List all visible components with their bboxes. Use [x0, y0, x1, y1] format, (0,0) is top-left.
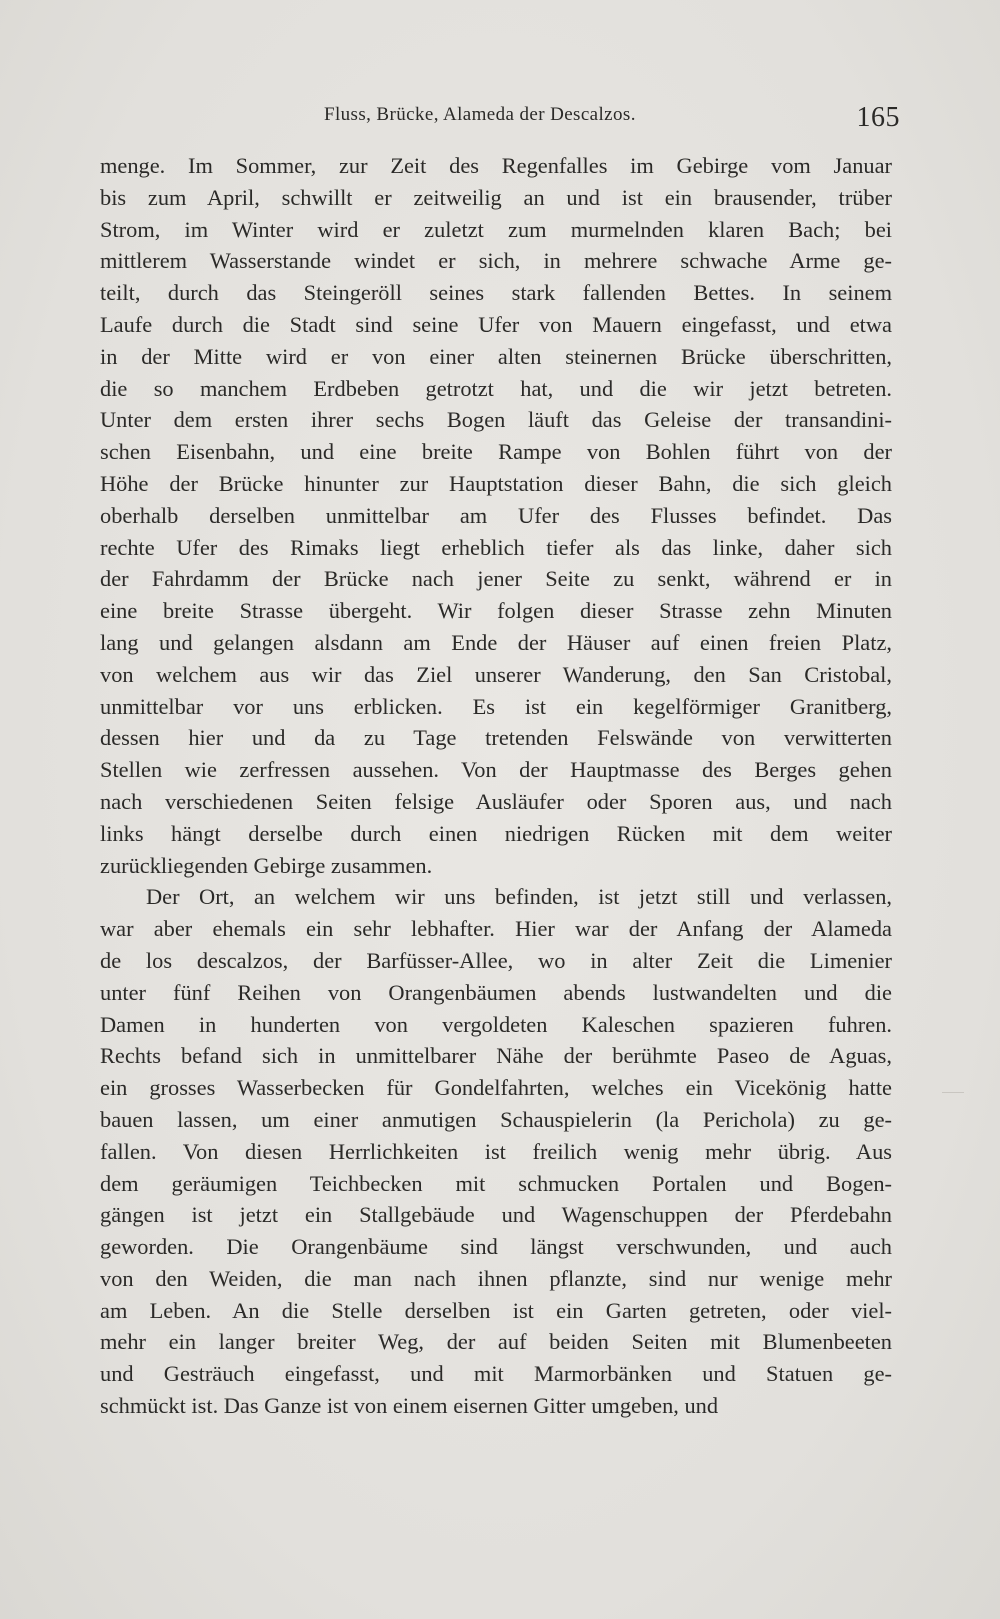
body-text	[100, 150, 892, 1422]
page-number: 165	[856, 102, 900, 133]
text-line: Rechts befand sich in unmittelbarer Nähe der berühmte Paseo de Aguas,	[100, 1043, 892, 1069]
text-line: in der Mitte wird er von einer alten steinernen Brücke überschritten,	[100, 343, 892, 369]
text-line: schen Eisenbahn, und eine breite Rampe von Bohlen führt von der	[100, 439, 892, 465]
text-line: Höhe der Brücke hinunter zur Hauptstation dieser Bahn, die sich gleich	[100, 470, 892, 496]
running-head	[100, 102, 900, 142]
text-line: fallen. Von diesen Herrlichkeiten ist freilich wenig mehr übrig. Aus	[100, 1138, 892, 1164]
paragraph	[100, 150, 892, 881]
text-line: unmittelbar vor uns erblicken. Es ist ein kegelförmiger Granitberg,	[100, 693, 892, 719]
text-line: bauen lassen, um einer anmutigen Schauspielerin (la Perichola) zu ge-	[100, 1106, 892, 1132]
text-line: geworden. Die Orangenbäume sind längst verschwunden, und auch	[100, 1234, 892, 1260]
text-line: bis zum April, schwillt er zeitweilig an und ist ein brausender, trüber	[100, 184, 892, 210]
text-line: Stellen wie zerfressen aussehen. Von der Hauptmasse des Berges gehen	[100, 757, 892, 783]
text-line: links hängt derselbe durch einen niedrigen Rücken mit dem weiter	[100, 820, 892, 846]
text-line: unter fünf Reihen von Orangenbäumen abends lustwandelten und die	[100, 979, 892, 1005]
text-line: von welchem aus wir das Ziel unserer Wanderung, den San Cristobal,	[100, 661, 892, 687]
text-line: schmückt ist. Das Ganze ist von einem eisernen Gitter umgeben, und	[100, 1393, 719, 1419]
text-line: mittlerem Wasserstande windet er sich, in mehrere schwache Arme ge-	[100, 248, 892, 274]
text-line: zurückliegenden Gebirge zusammen.	[100, 852, 433, 878]
text-line: rechte Ufer des Rimaks liegt erheblich tiefer als das linke, daher sich	[100, 534, 892, 560]
text-line: dessen hier und da zu Tage tretenden Felswände von verwitterten	[100, 725, 892, 751]
text-line: nach verschiedenen Seiten felsige Ausläufer oder Sporen aus, und nach	[100, 788, 892, 814]
text-line: die so manchem Erdbeben getrotzt hat, und die wir jetzt betreten.	[100, 375, 892, 401]
text-line: Damen in hunderten von vergoldeten Kaleschen spazieren fuhren.	[100, 1011, 892, 1037]
paragraph	[100, 881, 892, 1422]
text-line: war aber ehemals ein sehr lebhafter. Hier war der Anfang der Alameda	[100, 916, 892, 942]
text-line: und Gesträuch eingefasst, und mit Marmorbänken und Statuen ge-	[100, 1361, 892, 1387]
text-line: Der Ort, an welchem wir uns befinden, ist jetzt still und verlassen,	[146, 884, 892, 910]
text-line: am Leben. An die Stelle derselben ist ein Garten getreten, oder viel-	[100, 1297, 892, 1323]
text-line: eine breite Strasse übergeht. Wir folgen dieser Strasse zehn Minuten	[100, 598, 892, 624]
text-line: teilt, durch das Steingeröll seines stark fallenden Bettes. In seinem	[100, 280, 892, 306]
text-line: der Fahrdamm der Brücke nach jener Seite zu senkt, während er in	[100, 566, 892, 592]
text-line: lang und gelangen alsdann am Ende der Häuser auf einen freien Platz,	[100, 629, 892, 655]
text-line: dem geräumigen Teichbecken mit schmucken Portalen und Bogen-	[100, 1170, 892, 1196]
text-line: Strom, im Winter wird er zuletzt zum murmelnden klaren Bach; bei	[100, 216, 892, 242]
text-line: ein grosses Wasserbecken für Gondelfahrten, welches ein Vicekönig hatte	[100, 1075, 892, 1101]
text-line: mehr ein langer breiter Weg, der auf beiden Seiten mit Blumenbeeten	[100, 1329, 892, 1355]
text-line: gängen ist jetzt ein Stallgebäude und Wagenschuppen der Pferdebahn	[100, 1202, 892, 1228]
text-line: von den Weiden, die man nach ihnen pflanzte, sind nur wenige mehr	[100, 1265, 892, 1291]
running-head-title: Fluss, Brücke, Alameda der Descalzos.	[324, 104, 636, 125]
text-line: menge. Im Sommer, zur Zeit des Regenfalles im Gebirge vom Januar	[100, 153, 892, 178]
text-line: de los descalzos, der Barfüsser-Allee, wo in alter Zeit die Limenier	[100, 947, 892, 973]
text-line: Unter dem ersten ihrer sechs Bogen läuft das Geleise der transandini-	[100, 407, 892, 433]
text-line: oberhalb derselben unmittelbar am Ufer des Flusses befindet. Das	[100, 502, 892, 528]
margin-mark	[942, 1092, 964, 1093]
text-line: Laufe durch die Stadt sind seine Ufer von Mauern eingefasst, und etwa	[100, 311, 892, 337]
